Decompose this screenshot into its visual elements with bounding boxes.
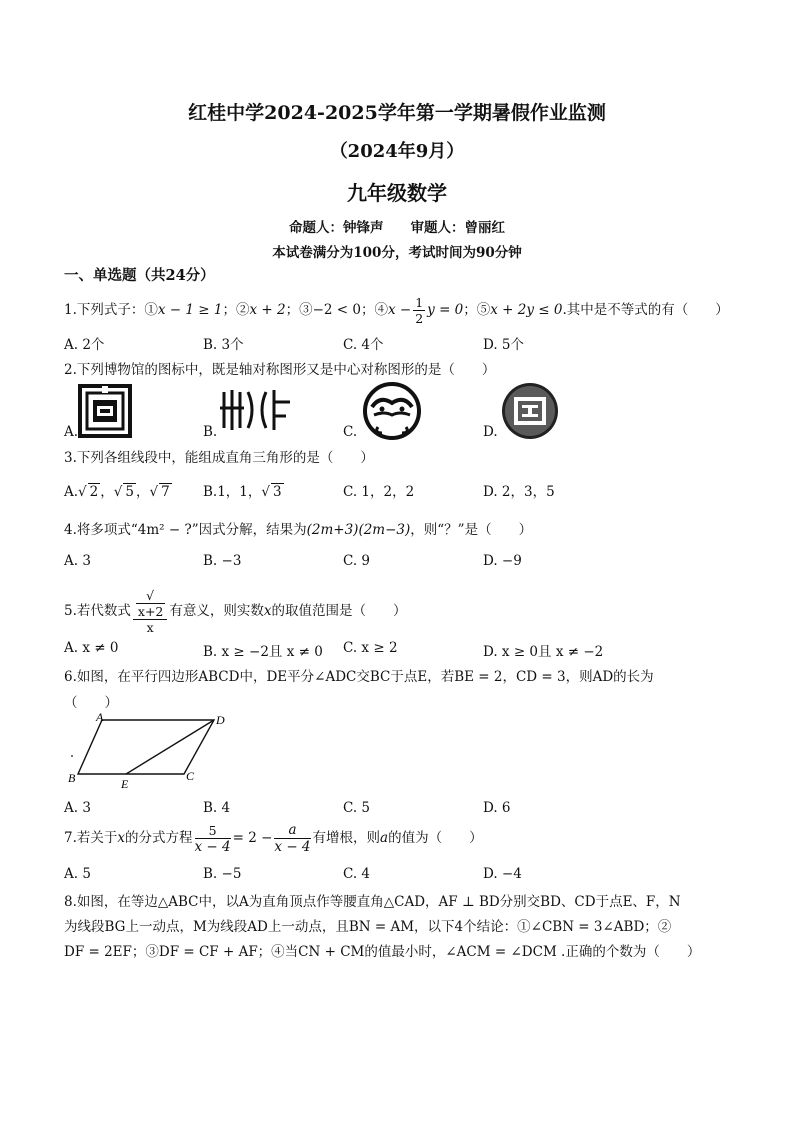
q7-text: 7.若关于 [64,830,118,846]
q1-text: ；⑤ [463,302,491,318]
q4-option-b[interactable]: B. −3 [203,553,242,569]
q7-fraction-1 [195,823,231,855]
q5-text: 的取值范围是（ ） [271,603,407,619]
q2-option-a[interactable]: A. [64,424,79,440]
q4-expression: (2m+3)(2m−3) [306,522,411,538]
q7-equals: = 2 − [232,830,273,846]
q3-a-root-1: 2 [89,484,99,500]
q5-text: 有意义，则实数 [169,603,264,619]
q1-frac-numerator: 1 [415,295,424,310]
q3-a-label: A. [64,484,79,500]
q3-option-d[interactable]: D. 2，3，5 [483,484,555,500]
sqrt-icon [114,484,123,500]
q4-option-d[interactable]: D. −9 [483,553,522,569]
q1-text: ；④ [360,302,388,318]
question-3-stem: 3.下列各组线段中，能组成直角三角形的是（ ） [64,450,374,466]
q1-text: ；③ [285,302,313,318]
q4-text: ，则“？”是（ ） [410,522,533,538]
q1-frac-denominator: 2 [415,311,424,326]
q7-option-c[interactable]: C. 4 [343,866,371,882]
q1-text: ；② [222,302,250,318]
label-d: D [216,713,225,727]
q6-option-b[interactable]: B. 4 [203,800,231,816]
sqrt-icon [261,484,270,500]
q1-expr-3: −2 < 0 [312,302,361,318]
q5-option-b[interactable]: B. x ≥ −2且 x ≠ 0 [203,644,323,660]
q5-frac-numerator: x+2 [137,604,164,619]
q1-text: .其中是不等式的有（ ） [562,302,729,318]
q7-f2-numerator: a [274,822,310,839]
exam-date: （2024年9月） [329,141,465,162]
q3-option-b[interactable] [203,480,284,500]
museum-logo-a-icon [78,384,132,438]
q7-option-b[interactable]: B. −5 [203,866,242,882]
q3-option-c[interactable]: C. 1，2，2 [343,484,415,500]
q3-b-label: B.1，1， [203,484,262,500]
q7-f2-denominator: x − 4 [274,839,311,855]
q3-separator: ， [100,484,114,500]
q5-option-c[interactable]: C. x ≥ 2 [343,640,398,656]
q6-option-c[interactable]: C. 5 [343,800,371,816]
q7-option-d[interactable]: D. −4 [483,866,522,882]
parallelogram-figure [66,712,226,792]
q3-b-root: 3 [273,484,282,500]
exam-authors: 命题人：钟锋声 审题人：曾丽红 [289,220,505,236]
sqrt-icon [78,484,87,500]
q5-var: x [263,603,272,619]
q1-option-a[interactable]: A. 2个 [64,337,105,353]
exam-title: 红桂中学2024-2025学年第一学期暑假作业监测 [188,102,606,124]
museum-logo-b-icon [220,388,292,432]
q5-option-d[interactable]: D. x ≥ 0且 x ≠ −2 [483,644,604,660]
q4-option-a[interactable]: A. 3 [64,553,91,569]
q1-option-d[interactable]: D. 5个 [483,337,525,353]
label-a: A [96,712,104,724]
question-2-stem: 2.下列博物馆的图标中，既是轴对称图形又是中心对称图形的是（ ） [64,362,496,378]
question-6-line-1: 6.如图，在平行四边形ABCD中，DE平分∠ADC交BC于点E，若BE = 2，CD = 3，则AD的长为 [64,669,654,685]
label-e: E [121,777,129,791]
question-8-line-1: 8.如图，在等边△ABC中，以A为直角顶点作等腰直角△CAD，AF ⊥ BD分别交BD、CD于点E、F，N [64,894,681,910]
q4-text: 4.将多项式“4m² − ?”因式分解，结果为 [64,522,307,538]
q5-option-a[interactable]: A. x ≠ 0 [64,640,119,656]
label-b: B [68,771,76,785]
q1-expr-5: x + 2y ≤ 0 [490,302,563,318]
question-4-stem [64,518,532,538]
q7-fraction-2 [274,822,310,855]
question-8-line-2: 为线段BG上一动点，M为线段AD上一动点，且BN = AM，以下4个结论：①∠CBN = 3∠ABD；② [64,919,672,935]
q1-expr-4b: y = 0 [427,302,464,318]
q2-option-d[interactable]: D. [483,424,498,440]
section-heading: 一、单选题（共24分） [64,267,215,284]
q1-expr-2: x + 2 [249,302,286,318]
q2-option-b[interactable]: B. [203,424,218,440]
q3-a-root-2: 5 [125,484,134,500]
q2-option-c[interactable]: C. [343,424,358,440]
q7-f1-denominator: x − 4 [194,838,231,855]
q7-text: 的值为（ ） [388,830,483,846]
q1-expr-4a: x − [387,302,412,318]
question-6-line-2: （ ） [64,695,118,711]
q5-frac-denominator: x [146,620,154,635]
q7-f1-numerator: 5 [195,823,231,839]
question-8-line-3: DF = 2EF；③DF = CF + AF；④当CN + CM的值最小时，∠ACM = ∠DCM .正确的个数为（ ） [64,944,701,960]
question-1-stem [64,295,729,326]
q7-option-a[interactable]: A. 5 [64,866,91,882]
q1-expr-1: x − 1 ≥ 1 [157,302,223,318]
q1-option-b[interactable]: B. 3个 [203,337,244,353]
museum-logo-d-icon [500,381,560,441]
q3-separator: ， [135,484,150,500]
q3-option-a[interactable] [64,480,172,500]
q1-option-c[interactable]: C. 4个 [343,337,384,353]
label-c: C [186,769,195,783]
question-5-stem [64,588,407,635]
q6-option-d[interactable]: D. 6 [483,800,511,816]
q3-a-root-3: 7 [161,484,170,500]
q1-fraction [413,295,425,326]
question-7-stem [64,822,483,855]
q5-fraction [133,588,167,635]
q6-option-a[interactable]: A. 3 [64,800,91,816]
q7-text: 的分式方程 [125,830,193,846]
q7-text: 有增根，则 [312,830,381,846]
q7-var-x: x [117,830,126,846]
q4-option-c[interactable]: C. 9 [343,553,371,569]
q7-var-a: a [380,830,389,846]
museum-logo-c-icon [360,381,424,441]
exam-info: 本试卷满分为100分，考试时间为90分钟 [272,245,522,261]
sqrt-icon [149,484,158,500]
q5-text: 5.若代数式 [64,603,131,619]
exam-subject: 九年级数学 [347,181,447,205]
sqrt-icon [135,588,165,603]
q1-text: 1.下列式子：① [64,302,158,318]
